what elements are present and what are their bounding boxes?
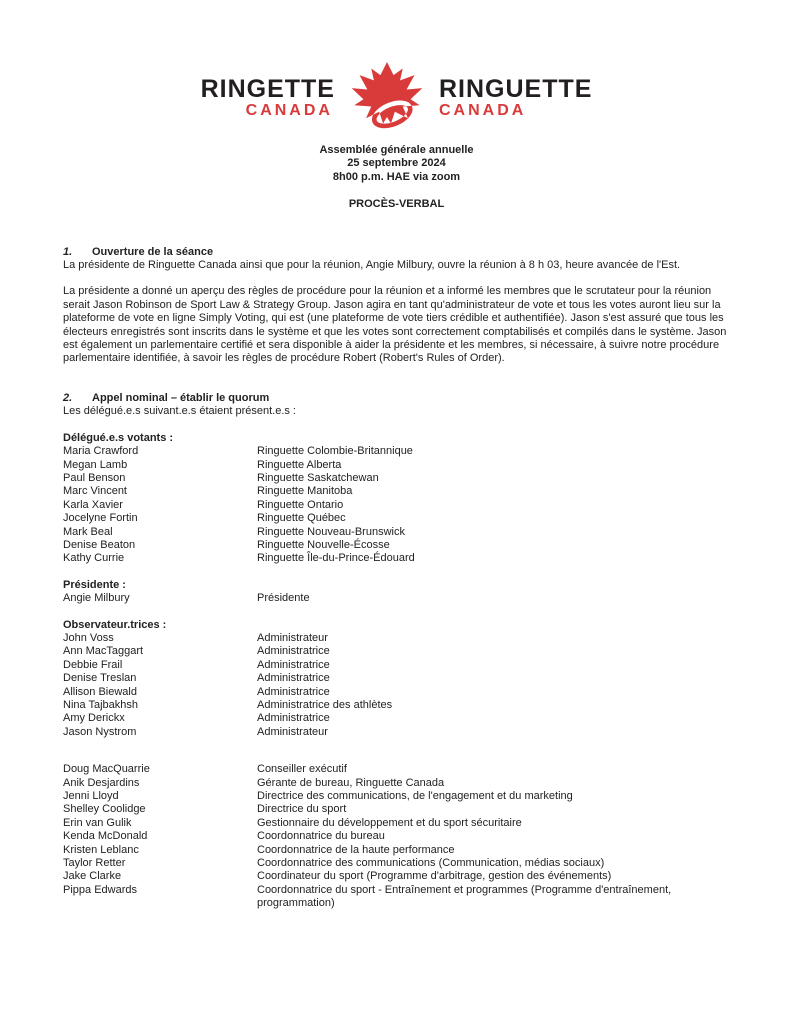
attendee-row (63, 830, 730, 843)
attendee-role: Ringuette Île-du-Prince-Édouard (257, 552, 415, 565)
meeting-header (63, 144, 730, 184)
staff-list (63, 763, 730, 910)
attendee-row (63, 884, 730, 911)
attendee-role: Gestionnaire du développement et du sport sécuritaire (257, 816, 522, 829)
attendee-row (63, 672, 730, 685)
attendee-row (63, 526, 730, 539)
attendee-row (63, 686, 730, 699)
attendee-name: Denise Beaton (63, 538, 136, 551)
group-heading: Présidente : (63, 578, 126, 591)
section-1-heading (63, 246, 730, 259)
attendee-role: Ringuette Saskatchewan (257, 471, 379, 484)
meeting-date: 25 septembre 2024 (347, 157, 446, 170)
attendee-row (63, 485, 730, 498)
wordmark-french (439, 77, 592, 119)
attendee-role: Coordonnatrice du bureau (257, 830, 385, 843)
attendee-name: Shelley Coolidge (63, 803, 146, 816)
attendee-name: Megan Lamb (63, 458, 128, 471)
attendee-role: Administratrice (257, 672, 330, 685)
attendee-role: Administratrice (257, 712, 330, 725)
attendee-role: Gérante de bureau, Ringuette Canada (257, 776, 445, 789)
section-2-intro: Les délégué.e.s suivant.e.s étaient présent.e.s : (63, 405, 296, 418)
attendee-row (63, 763, 730, 776)
attendee-role: Directrice du sport (257, 803, 347, 816)
attendee-row (63, 592, 730, 605)
group-voting-delegates (63, 432, 730, 566)
section-2-number: 2. (63, 391, 73, 404)
attendee-row (63, 803, 730, 816)
attendee-name: Marc Vincent (63, 485, 127, 498)
group-heading: Délégué.e.s votants : (63, 431, 174, 444)
attendee-name: Jenni Lloyd (63, 790, 119, 803)
attendee-name: Maria Crawford (63, 445, 139, 458)
attendee-role: Conseiller exécutif (257, 763, 347, 776)
group-staff (63, 763, 730, 910)
attendee-role: Ringuette Nouveau-Brunswick (257, 525, 405, 538)
document-type-title: PROCÈS-VERBAL (348, 198, 445, 211)
attendee-role: Administratrice des athlètes (257, 699, 393, 711)
attendee-row (63, 552, 730, 565)
group-observers (63, 619, 730, 740)
meeting-time: 8h00 p.m. HAE via zoom (332, 170, 461, 183)
attendee-row (63, 790, 730, 803)
attendee-name: Karla Xavier (63, 498, 123, 511)
attendee-name: Pippa Edwards (63, 883, 137, 896)
brand-name-en: RINGETTE (200, 75, 335, 103)
attendee-name: Doug MacQuarrie (63, 763, 150, 776)
attendee-row (63, 632, 730, 645)
attendee-role: Ringuette Nouvelle-Écosse (257, 538, 390, 551)
brand-name-fr: RINGUETTE (438, 75, 593, 103)
attendee-row (63, 539, 730, 552)
section-opening (63, 246, 730, 366)
section-1-paragraph-1: La présidente de Ringuette Canada ainsi que pour la réunion, Angie Milbury, ouvre la réunion à 8 h 03, heure avancée de l'Est. (63, 259, 681, 272)
ringette-canada-logo (63, 62, 730, 134)
attendee-name: Kristen Leblanc (63, 843, 139, 856)
group-heading: Observateur.trices : (63, 618, 167, 631)
group-president (63, 579, 730, 606)
attendee-name: Erin van Gulik (63, 816, 132, 829)
attendee-name: Nina Tajbakhsh (63, 699, 139, 711)
attendee-name: Kathy Currie (63, 552, 125, 565)
attendee-name: Jason Nystrom (63, 725, 137, 738)
attendee-name: Angie Milbury (63, 592, 130, 605)
attendee-row (63, 499, 730, 512)
attendee-name: Jake Clarke (63, 870, 122, 883)
president-list (63, 592, 730, 605)
attendee-role: Administratrice (257, 658, 330, 671)
attendee-role: Présidente (257, 592, 310, 605)
wordmark-english (201, 77, 335, 119)
attendee-name: Allison Biewald (63, 685, 137, 698)
attendee-name: Anik Desjardins (63, 776, 140, 789)
attendee-row (63, 726, 730, 739)
attendee-name: Kenda McDonald (63, 830, 148, 843)
attendee-row (63, 699, 730, 712)
section-roll-call (63, 392, 730, 911)
attendee-role: Ringuette Manitoba (257, 485, 353, 498)
section-1-title: Ouverture de la séance (92, 245, 214, 258)
attendee-role: Ringuette Ontario (257, 498, 344, 511)
attendee-name: Debbie Frail (63, 658, 123, 671)
observer-list (63, 632, 730, 739)
section-1-paragraph-2: La présidente a donné un aperçu des règles de procédure pour la réunion et a informé les membres que le scrutateur pour la réunion serait Jason Robinson de Sport Law & Strategy Group. Jason agira en tant qu'administrateur de vote et tous les votes auront lieu sur la plateforme de vote en ligne Simply Voting, qui est (une plateforme de vote tiers crédible et authentifiée). Jason s'est assuré que tous les électeurs enregistrés sont inscrits dans le système et que les votes sont correctement comptabilisés et compilés dans le système. Jason est également un parlementaire certifié et sera disponible à aider la présidente et les membres, si nécessaire, à suivre notre procédure parlementaire identifiée, à savoir les règles de procédure Robert (Robert's Rules of Order). (63, 285, 727, 365)
attendee-name: Paul Benson (63, 471, 126, 484)
meeting-title: Assemblée générale annuelle (319, 144, 474, 156)
attendee-row (63, 645, 730, 658)
attendee-row (63, 857, 730, 870)
attendee-row (63, 817, 730, 830)
attendee-name: Ann MacTaggart (63, 645, 144, 658)
attendee-role: Coordonnatrice des communications (Communication, médias sociaux) (257, 857, 605, 870)
attendee-role: Coordonnatrice de la haute performance (257, 843, 455, 856)
attendee-row (63, 659, 730, 672)
attendee-role: Ringuette Québec (257, 512, 346, 525)
attendee-name: Denise Treslan (63, 672, 137, 685)
attendee-role: Administratrice (257, 645, 330, 658)
attendee-role: Ringuette Alberta (257, 458, 342, 471)
section-2-title: Appel nominal – établir le quorum (92, 391, 270, 404)
attendee-role: Coordonnatrice du sport - Entraînement et programmes (Programme d'entraînement, programmation) (257, 883, 672, 910)
attendee-role: Administratrice (257, 685, 330, 698)
attendee-name: Amy Derickx (63, 712, 125, 725)
attendee-row (63, 870, 730, 883)
attendee-role: Directrice des communications, de l'engagement et du marketing (257, 790, 573, 803)
attendee-role: Ringuette Colombie-Britannique (257, 445, 413, 458)
attendee-name: John Voss (63, 631, 114, 644)
maple-leaf-ring-icon (344, 62, 430, 134)
section-1-number: 1. (63, 245, 73, 258)
delegate-list (63, 445, 730, 566)
attendee-row (63, 459, 730, 472)
attendee-role: Administrateur (257, 631, 328, 644)
attendee-name: Taylor Retter (63, 857, 126, 870)
attendee-name: Jocelyne Fortin (63, 512, 138, 525)
attendee-role: Coordinateur du sport (Programme d'arbitrage, gestion des événements) (257, 870, 612, 883)
brand-country-en: CANADA (245, 102, 333, 119)
attendee-row (63, 512, 730, 525)
attendee-row (63, 844, 730, 857)
attendee-role: Administrateur (257, 725, 328, 738)
section-2-heading (63, 392, 730, 405)
attendee-row (63, 472, 730, 485)
attendee-row (63, 712, 730, 725)
brand-country-fr: CANADA (438, 102, 527, 119)
attendee-name: Mark Beal (63, 525, 113, 538)
attendee-row (63, 777, 730, 790)
attendee-row (63, 445, 730, 458)
